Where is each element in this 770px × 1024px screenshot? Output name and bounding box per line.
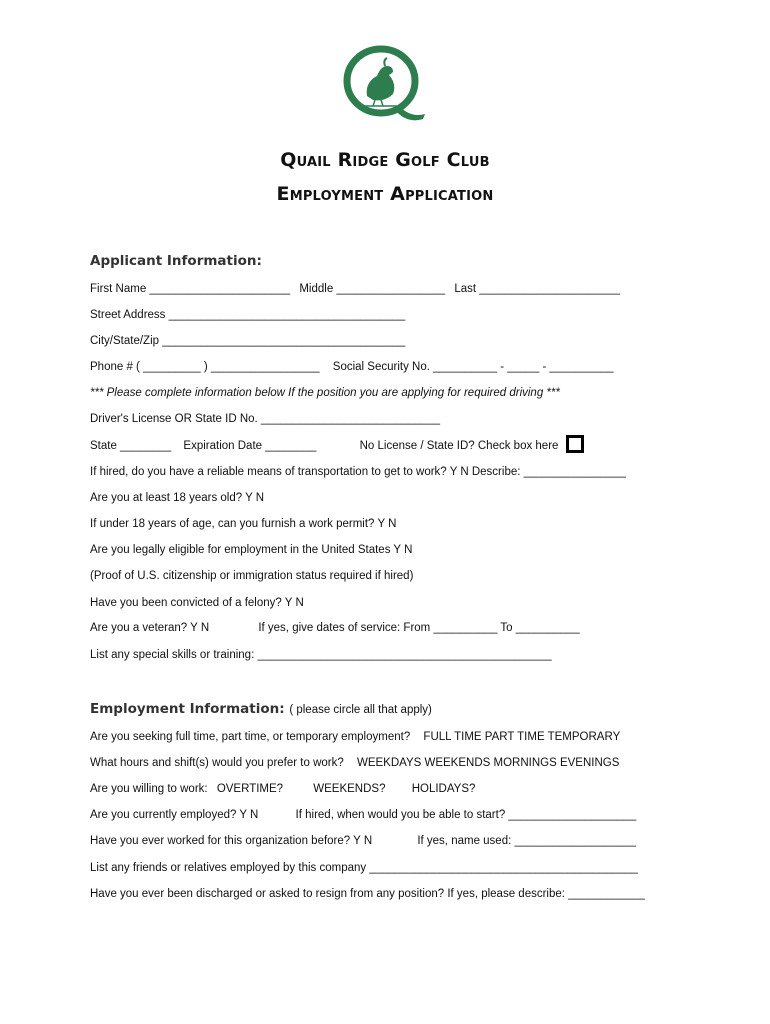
no-license-checkbox[interactable] [566, 435, 584, 453]
hours-options[interactable]: WEEKDAYS WEEKENDS MORNINGS EVENINGS [356, 757, 620, 769]
hours-question: What hours and shift(s) would you prefer to work? [90, 757, 344, 769]
seeking-row [90, 730, 620, 744]
city-state-zip-field[interactable]: City/State/Zip ______________________________________ [90, 335, 406, 347]
no-license-label: No License / State ID? Check box here [359, 440, 559, 453]
veteran-row [90, 621, 580, 635]
seeking-question: Are you seeking full time, part time, or temporary employment? [90, 731, 411, 743]
employed-question[interactable]: Are you currently employed? Y N [90, 809, 259, 821]
permit-question[interactable]: If under 18 years of age, can you furnish a work permit? Y N [90, 518, 397, 530]
skills-field[interactable]: List any special skills or training: ______________________________________________ [90, 649, 552, 661]
expiration-field[interactable]: Expiration Date ________ [183, 440, 317, 453]
start-date-field[interactable]: If hired, when would you be able to start? ____________________ [295, 809, 637, 821]
worked-before-question[interactable]: Have you ever worked for this organization before? Y N [90, 835, 373, 847]
middle-name-field[interactable]: Middle _________________ [299, 283, 446, 295]
state-field[interactable]: State ________ [90, 440, 172, 453]
age-question[interactable]: Are you at least 18 years old? Y N [90, 492, 265, 504]
applicant-section-heading [90, 253, 262, 269]
worked-before-row [90, 834, 636, 848]
license-field[interactable]: Driver's License OR State ID No. ____________________________ [90, 413, 440, 425]
employment-heading: Employment Information: [90, 701, 285, 717]
transport-question[interactable]: If hired, do you have a reliable means of transportation to get to work? Y N Describe: ________________ [90, 466, 626, 478]
driving-note: *** Please complete information below If the position you are applying for required driving *** [90, 387, 560, 399]
name-used-field[interactable]: If yes, name used: ___________________ [417, 835, 637, 847]
employment-section-heading [90, 701, 432, 717]
service-dates-field[interactable]: If yes, give dates of service: From __________ To __________ [258, 622, 580, 634]
name-row [90, 282, 620, 296]
friends-field[interactable]: List any friends or relatives employed by this company __________________________________________ [90, 862, 638, 874]
phone-field[interactable]: Phone # ( _________ ) _________________ [90, 361, 320, 373]
overtime-option[interactable]: OVERTIME? [216, 783, 284, 795]
page-title: Quail Ridge Golf Club [280, 149, 490, 171]
proof-note: (Proof of U.S. citizenship or immigration status required if hired) [90, 570, 414, 582]
hours-row [90, 756, 619, 770]
weekends-option[interactable]: WEEKENDS? [313, 783, 386, 795]
last-name-field[interactable]: Last ______________________ [454, 283, 620, 295]
employed-row [90, 808, 636, 822]
willing-question: Are you willing to work: [90, 783, 208, 795]
phone-ssn-row [90, 360, 613, 374]
applicant-heading: Applicant Information: [90, 253, 262, 269]
employment-subheading: ( please circle all that apply) [289, 704, 432, 716]
holidays-option[interactable]: HOLIDAYS? [411, 783, 476, 795]
ssn-field[interactable]: Social Security No. __________ - _____ - __________ [332, 361, 614, 373]
discharged-field[interactable]: Have you ever been discharged or asked to resign from any position? If yes, please describe: ____________ [90, 888, 645, 900]
willing-row [90, 782, 475, 796]
eligible-question[interactable]: Are you legally eligible for employment in the United States Y N [90, 544, 413, 556]
first-name-field[interactable]: First Name ______________________ [90, 283, 291, 295]
veteran-question[interactable]: Are you a veteran? Y N [90, 622, 210, 634]
state-expiration-row [90, 437, 584, 455]
quail-q-logo-icon [341, 44, 427, 122]
page-subtitle: Employment Application [276, 183, 494, 205]
felony-question[interactable]: Have you been convicted of a felony? Y N [90, 597, 304, 609]
seeking-options[interactable]: FULL TIME PART TIME TEMPORARY [423, 731, 621, 743]
street-address-field[interactable]: Street Address _____________________________________ [90, 309, 406, 321]
